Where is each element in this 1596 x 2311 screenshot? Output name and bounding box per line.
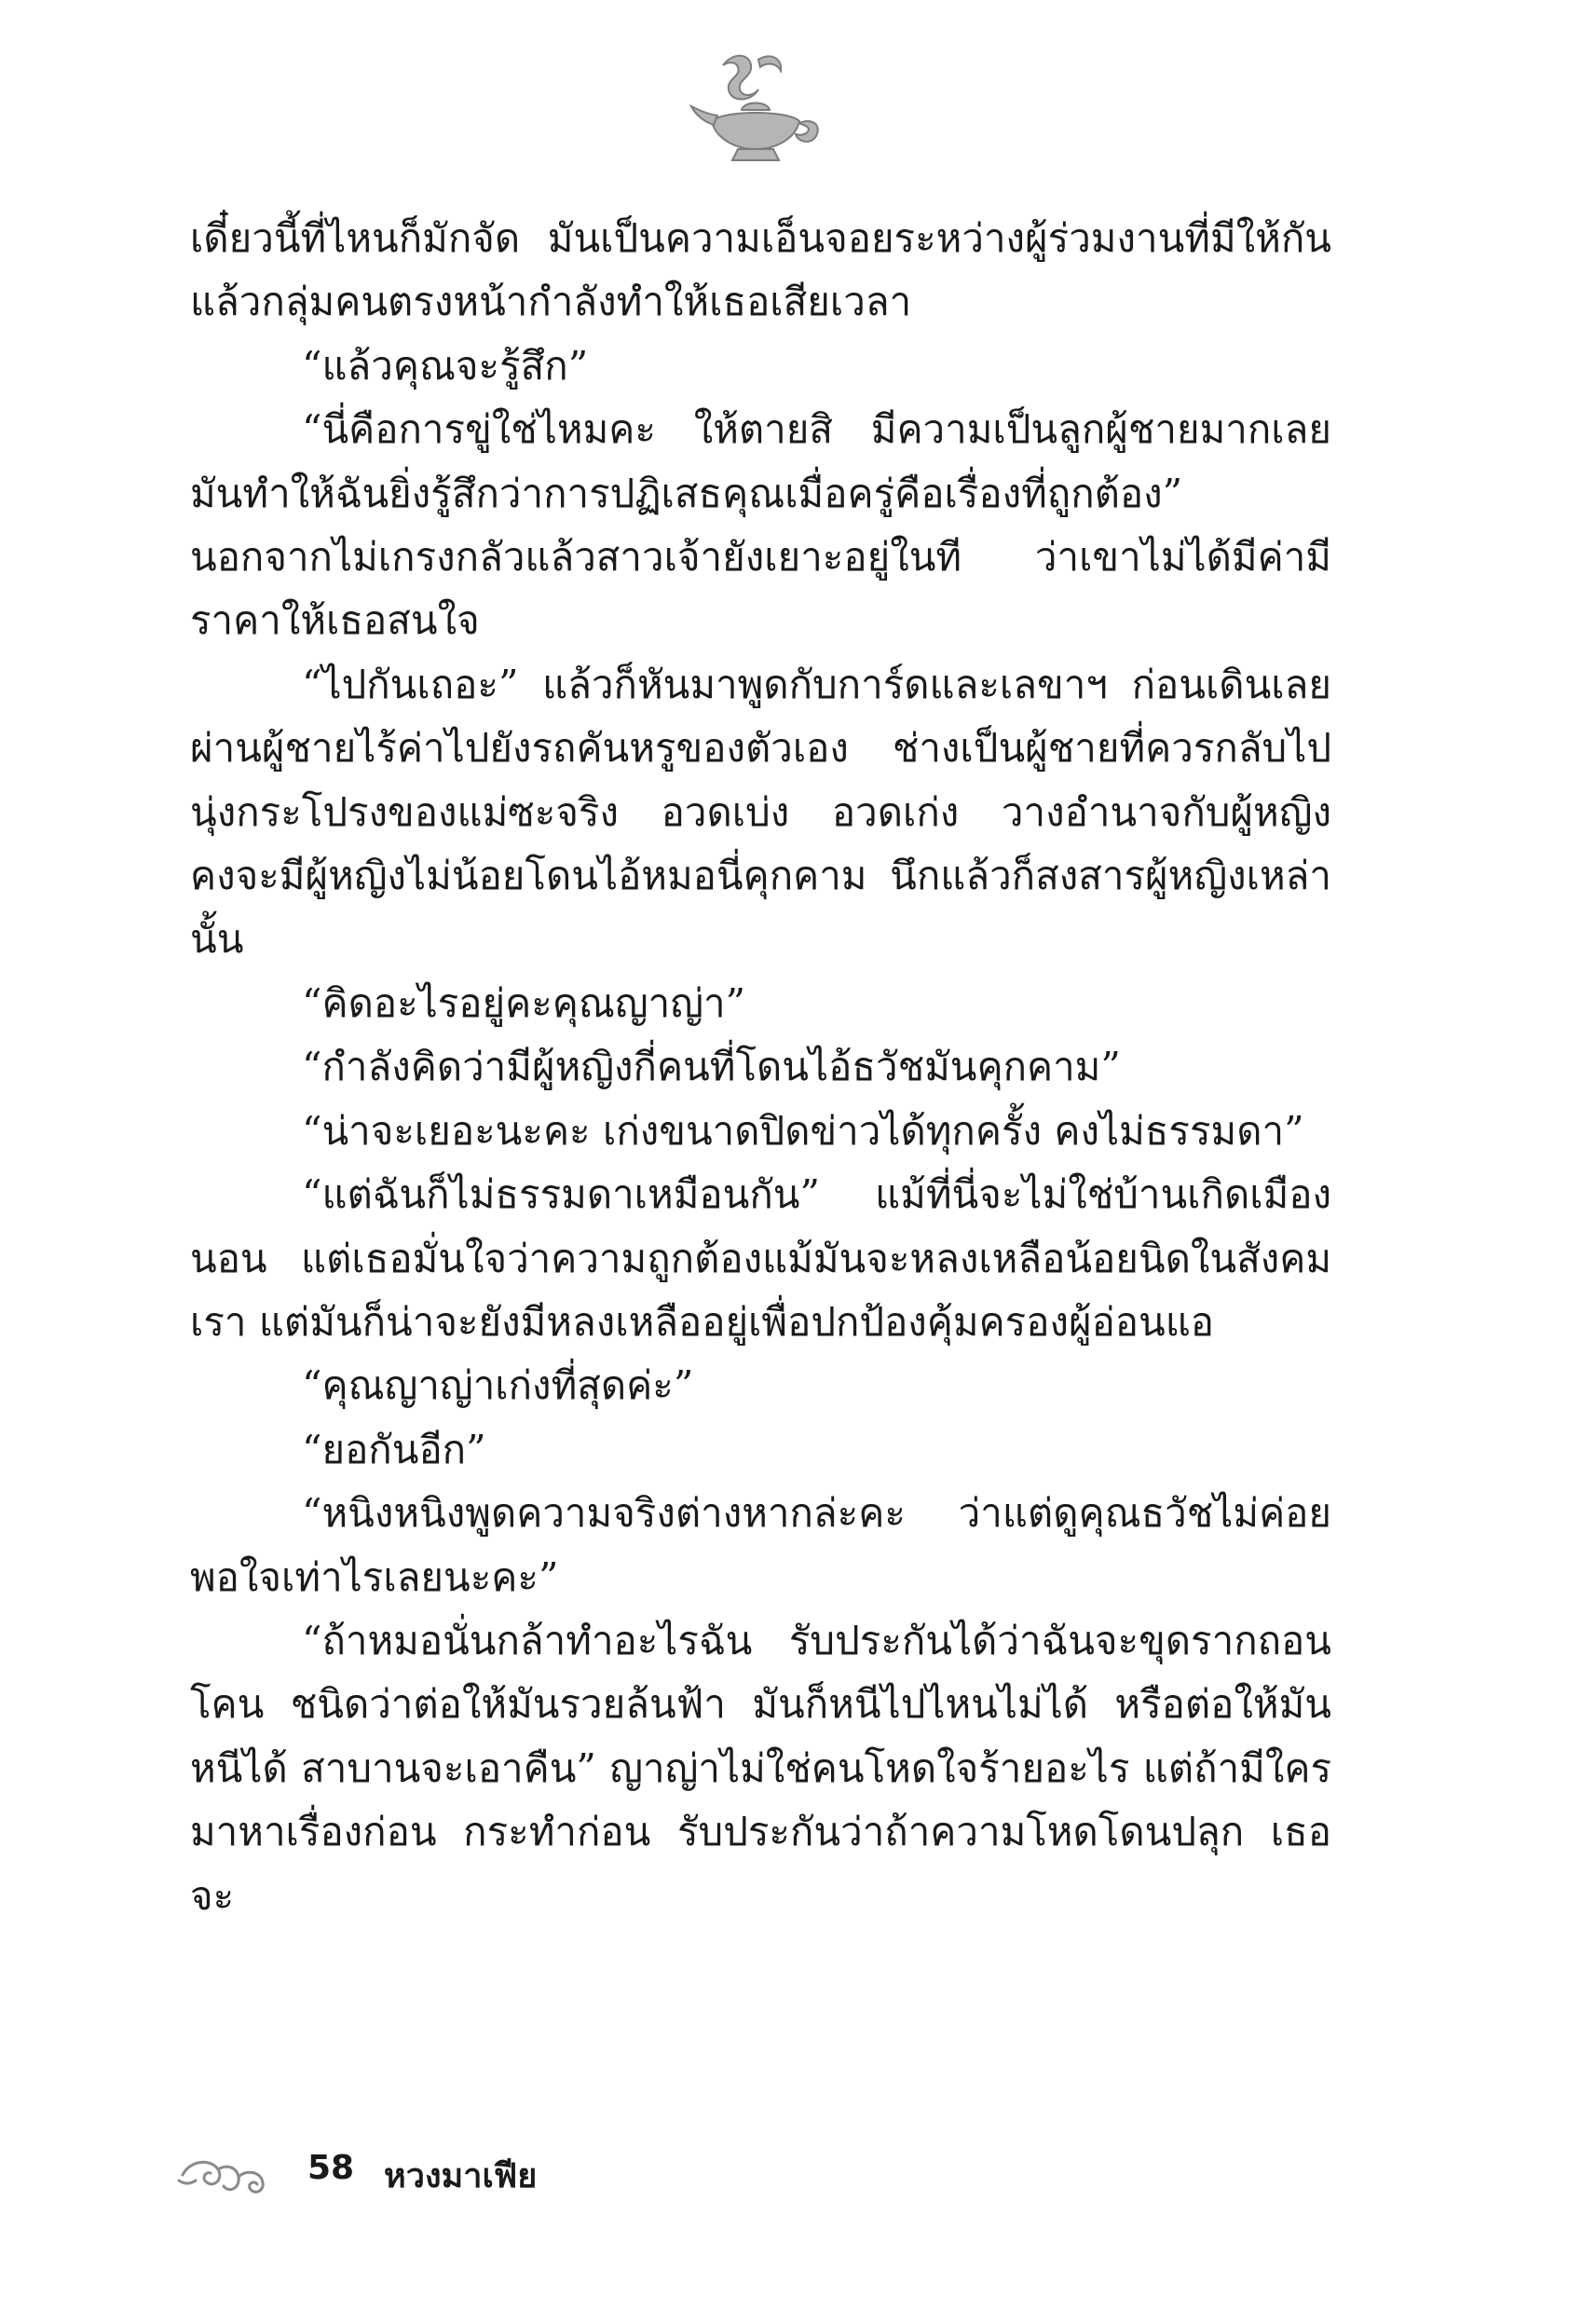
page-number: 58 bbox=[307, 2149, 355, 2187]
paragraph: “คุณญาญ่าเก่งที่สุดค่ะ” bbox=[302, 1362, 694, 1409]
paragraph: “ยอกันอีก” bbox=[302, 1426, 486, 1472]
paragraph: “น่าจะเยอะนะคะ เก่งขนาดปิดข่าวได้ทุกครั้ง คงไม่ธรรมดา” bbox=[302, 1107, 1304, 1154]
paragraph: “หนิงหนิงพูดความจริงต่างหากล่ะคะ ว่าแต่ดูคุณธวัชไม่ค่อยพอใจเท่าไรเลยนะคะ” bbox=[190, 1490, 1331, 1600]
book-title: หวงมาเฟีย bbox=[384, 2157, 538, 2195]
body-text bbox=[190, 207, 1331, 1928]
paragraph: “นี่คือการขู่ใช่ไหมคะ ให้ตายสิ มีความเป็นลูกผู้ชายมากเลย มันทำให้ฉันยิ่งรู้สึกว่าการปฏิเสธคุณเมื่อครู่คือเรื่องที่ถูกต้อง” นอกจากไม่เกรงกลัวแล้วสาวเจ้ายังเยาะอยู่ในที ว่าเขาไม่ได้มีค่ามีราคาให้เธอสนใจ bbox=[190, 406, 1331, 644]
paragraph: เดี๋ยวนี้ที่ไหนก็มักจัด มันเป็นความเอ็นจอยระหว่างผู้ร่วมงานที่มีให้กัน แล้วกลุ่มคนตรงหน้ากำลังทำให้เธอเสียเวลา bbox=[190, 215, 1331, 325]
swirl-ornament-icon bbox=[177, 2147, 280, 2203]
paragraph: “กำลังคิดว่ามีผู้หญิงกี่คนที่โดนไอ้ธวัชมันคุกคาม” bbox=[302, 1044, 1121, 1090]
page-footer bbox=[177, 2143, 736, 2218]
genie-lamp-icon bbox=[686, 48, 825, 170]
paragraph: “คิดอะไรอยู่คะคุณญาญ่า” bbox=[302, 979, 746, 1026]
paragraph: “แต่ฉันก็ไม่ธรรมดาเหมือนกัน” แม้ที่นี่จะไม่ใช่บ้านเกิดเมืองนอน แต่เธอมั่นใจว่าความถูกต้องแม้มันจะหลงเหลือน้อยนิดในสังคมเรา แต่มันก็น่าจะยังมีหลงเหลืออยู่เพื่อปกป้องคุ้มครองผู้อ่อนแอ bbox=[190, 1171, 1331, 1345]
paragraph: “ถ้าหมอนั่นกล้าทำอะไรฉัน รับประกันได้ว่าฉันจะขุดรากถอนโคน ชนิดว่าต่อให้มันรวยล้นฟ้า มันก็หนีไปไหนไม่ได้ หรือต่อให้มันหนีได้ สาบานจะเอาคืน” ญาญ่าไม่ใช่คนโหดใจร้ายอะไร แต่ถ้ามีใครมาหาเรื่องก่อน กระทำก่อน รับประกันว่าถ้าความโหดโดนปลุก เธอจะ bbox=[190, 1617, 1331, 1919]
paragraph: “แล้วคุณจะรู้สึก” bbox=[302, 342, 589, 389]
paragraph: “ไปกันเถอะ” แล้วก็หันมาพูดกับการ์ดและเลขาฯ ก่อนเดินเลยผ่านผู้ชายไร้ค่าไปยังรถคันหรูของตัวเอง ช่างเป็นผู้ชายที่ควรกลับไปนุ่งกระโปรงของแม่ซะจริง อวดเบ่ง อวดเก่ง วางอำนาจกับผู้หญิง คงจะมีผู้หญิงไม่น้อยโดนไอ้หมอนี่คุกคาม นึกแล้วก็สงสารผู้หญิงเหล่านั้น bbox=[190, 661, 1331, 963]
